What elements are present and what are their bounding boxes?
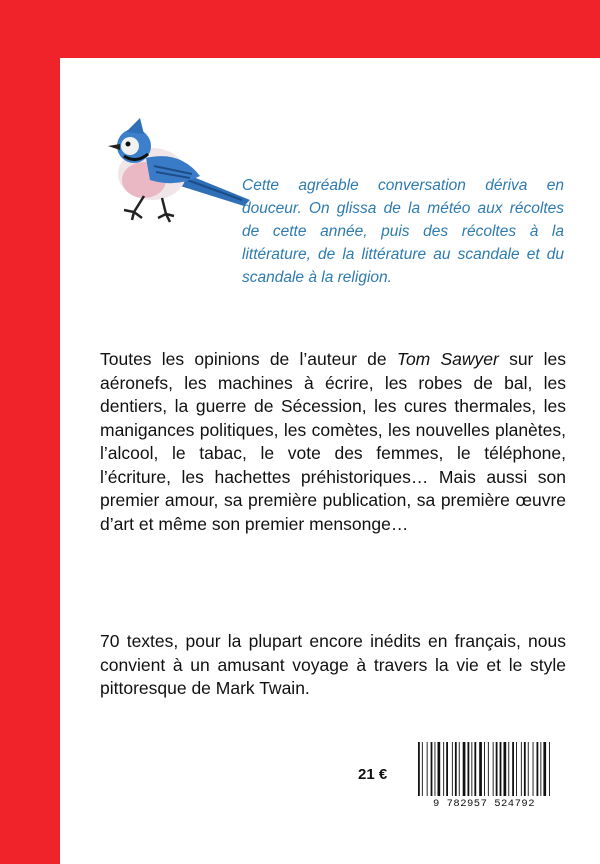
barcode-bar [446, 742, 448, 796]
p1-before: Toutes les opinions de l’auteur de [100, 349, 397, 369]
price-label: 21 € [358, 766, 388, 783]
description-paragraph-1 [100, 348, 566, 536]
barcode-bar [493, 742, 494, 796]
book-title: Tom Sawyer [396, 349, 499, 369]
barcode-bar [452, 742, 453, 796]
barcode-bar [533, 742, 534, 796]
barcode-bar [438, 742, 441, 796]
barcode-bar [463, 742, 466, 796]
barcode-bar [471, 742, 472, 796]
p1-after: sur les aéronefs, les machines à écrire, les robes de bal, les dentiers, la guerre de Sécession, les cures thermales, les manigances politiques, les comètes, les nouvelles planètes, l’alcool, le tabac, le vote des femmes, le téléphone, l’écriture, les hachettes préhistoriques… Mais aussi son premier amour, sa première publication, sa première œuvre d’art et même son premier mensonge… [100, 349, 566, 534]
barcode-bar [431, 742, 433, 796]
isbn-number: 9 782957 524792 [432, 798, 535, 810]
back-cover [60, 58, 600, 864]
barcode-bar [479, 742, 482, 796]
barcode-bar [427, 742, 428, 796]
barcode-bar [422, 742, 423, 796]
barcode-bar [435, 742, 436, 796]
barcode-bar [508, 742, 509, 796]
barcode-bar [524, 742, 526, 796]
barcode-bar [521, 742, 522, 796]
barcode-bar [474, 742, 476, 796]
pull-quote: Cette agréable conversation dériva en douceur. On glissa de la météo aux récoltes de cette année, puis des récoltes à la littérature, de la littérature au scandale et du scandale à la religion. [242, 177, 564, 286]
barcode-bar [516, 742, 517, 796]
barcode-bar [528, 742, 529, 796]
blue-jay-bird-icon [104, 114, 254, 224]
barcode-bar [455, 742, 457, 796]
barcode-bar [549, 742, 550, 796]
barcode-bar [418, 742, 420, 796]
barcode-bar [512, 742, 514, 796]
description-paragraph-2: 70 textes, pour la plupart encore inédits en français, nous convient à un amusant voyage à travers la vie et le style pittoresque de Mark Twain. [100, 631, 566, 698]
barcode-bar [488, 742, 489, 796]
barcode-bar [459, 742, 460, 796]
barcode-bar [540, 742, 541, 796]
barcode-bar [504, 742, 507, 796]
barcode-bar [500, 742, 502, 796]
barcode-bar [537, 742, 539, 796]
barcode-bar [468, 742, 470, 796]
barcode-bar [443, 742, 444, 796]
barcode-bar [484, 742, 485, 796]
barcode-bar [496, 742, 498, 796]
barcode-bar [543, 742, 546, 796]
